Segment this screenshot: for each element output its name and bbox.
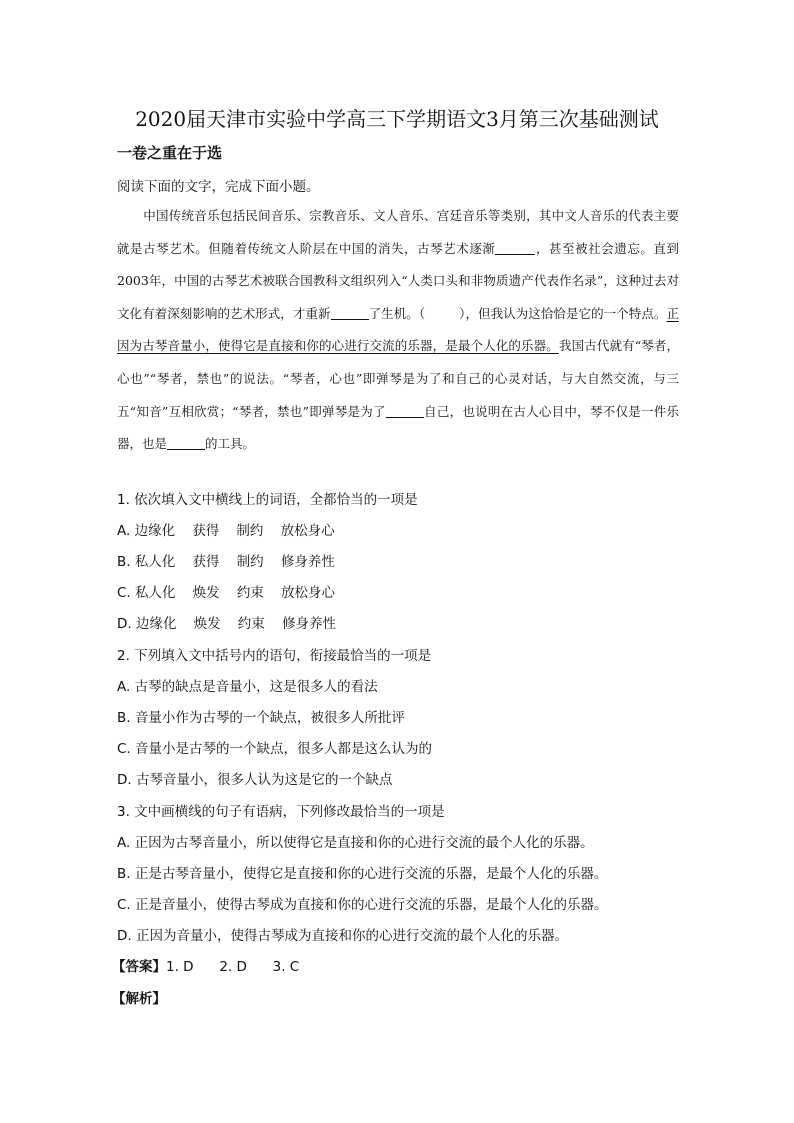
- question-2-option-b: B. 音量小作为古琴的一个缺点，被很多人所批评: [117, 710, 405, 726]
- question-1-stem: 1. 依次填入文中横线上的词语，全都恰当的一项是: [117, 492, 418, 508]
- question-2-option-c: C. 音量小是古琴的一个缺点，很多人都是这么认为的: [117, 741, 433, 757]
- question-1-option-d: D. 边缘化 焕发 约束 修身养性: [117, 616, 336, 632]
- question-1-option-a: A. 边缘化 获得 制约 放松身心: [117, 523, 335, 539]
- reading-instruction: 阅读下面的文字，完成下面小题。: [117, 179, 320, 195]
- analysis-label: 【解析】: [112, 991, 166, 1007]
- question-1-option-b: B. 私人化 获得 制约 修身养性: [117, 554, 335, 570]
- question-3-stem: 3. 文中画横线的句子有语病，下列修改最恰当的一项是: [117, 804, 445, 820]
- fill-blank-4: [167, 435, 205, 450]
- passage-text-3-close: ），但我认为这恰恰是它的一个特点。: [459, 305, 667, 321]
- question-2-option-d: D. 古琴音量小，很多人认为这是它的一个缺点: [117, 772, 393, 788]
- fill-blank-3: [386, 403, 424, 418]
- fill-blank-2: [331, 305, 369, 320]
- reading-passage: [117, 200, 679, 461]
- passage-text-5: 自己，也说明在古人心目中，琴不仅是一件乐器，也是: [117, 403, 679, 452]
- answer-line: [112, 955, 299, 975]
- answer-items: 1. D 2. D 3. C: [166, 959, 300, 975]
- passage-text-2: ，甚至被社会遗忘。直到2003年，中国的古琴艺术被联合国教科文组织列入“人类口头和非物质遗产代表作名录”，这种过去对文化有着深刻影响的艺术形式，才重新: [117, 240, 679, 321]
- question-1-option-c: C. 私人化 焕发 约束 放松身心: [117, 585, 336, 601]
- document-title: 2020届天津市实验中学高三下学期语文3月第三次基础测试: [135, 107, 659, 131]
- passage-text-4: 我国古代就有“琴者，心也”“琴者，禁也”的说法。“琴者，心也”即弹琴是为了和自己的心灵对话，与大自然交流，与三五“知音”互相欣赏；“琴者，禁也”即弹琴是为了: [117, 338, 679, 419]
- answer-label: 【答案】: [112, 959, 166, 975]
- question-3-option-c: C. 正是音量小，使得古琴成为直接和你的心进行交流的乐器，是最个人化的乐器。: [117, 897, 608, 913]
- section-heading: 一卷之重在于选: [117, 144, 223, 162]
- fill-blank-1: [495, 240, 535, 255]
- question-3-option-d: D. 正因为音量小，使得古琴成为直接和你的心进行交流的最个人化的乐器。: [117, 928, 568, 944]
- passage-text-1: 中国传统音乐包括民间音乐、宗教音乐、文人音乐、宫廷音乐等类别，其中文人音乐的代表主要就是古琴艺术。但随着传统文人阶层在中国的消失，古琴艺术逐渐: [117, 208, 679, 256]
- question-3-option-b: B. 正是古琴音量小，使得它是直接和你的心进行交流的乐器，是最个人化的乐器。: [117, 866, 608, 882]
- question-2-stem: 2. 下列填入文中括号内的语句，衔接最恰当的一项是: [117, 648, 432, 664]
- passage-text-3: 了生机。（: [368, 305, 426, 321]
- question-2-option-a: A. 古琴的缺点是音量小，这是很多人的看法: [117, 679, 378, 695]
- underlined-sentence: 正因为古琴音量小，使得它是直接和你的心进行交流的乐器，是最个人化的乐器。: [117, 305, 679, 354]
- question-3-option-a: A. 正因为古琴音量小，所以使得它是直接和你的心进行交流的最个人化的乐器。: [117, 835, 594, 851]
- passage-text-6: 的工具。: [205, 436, 256, 452]
